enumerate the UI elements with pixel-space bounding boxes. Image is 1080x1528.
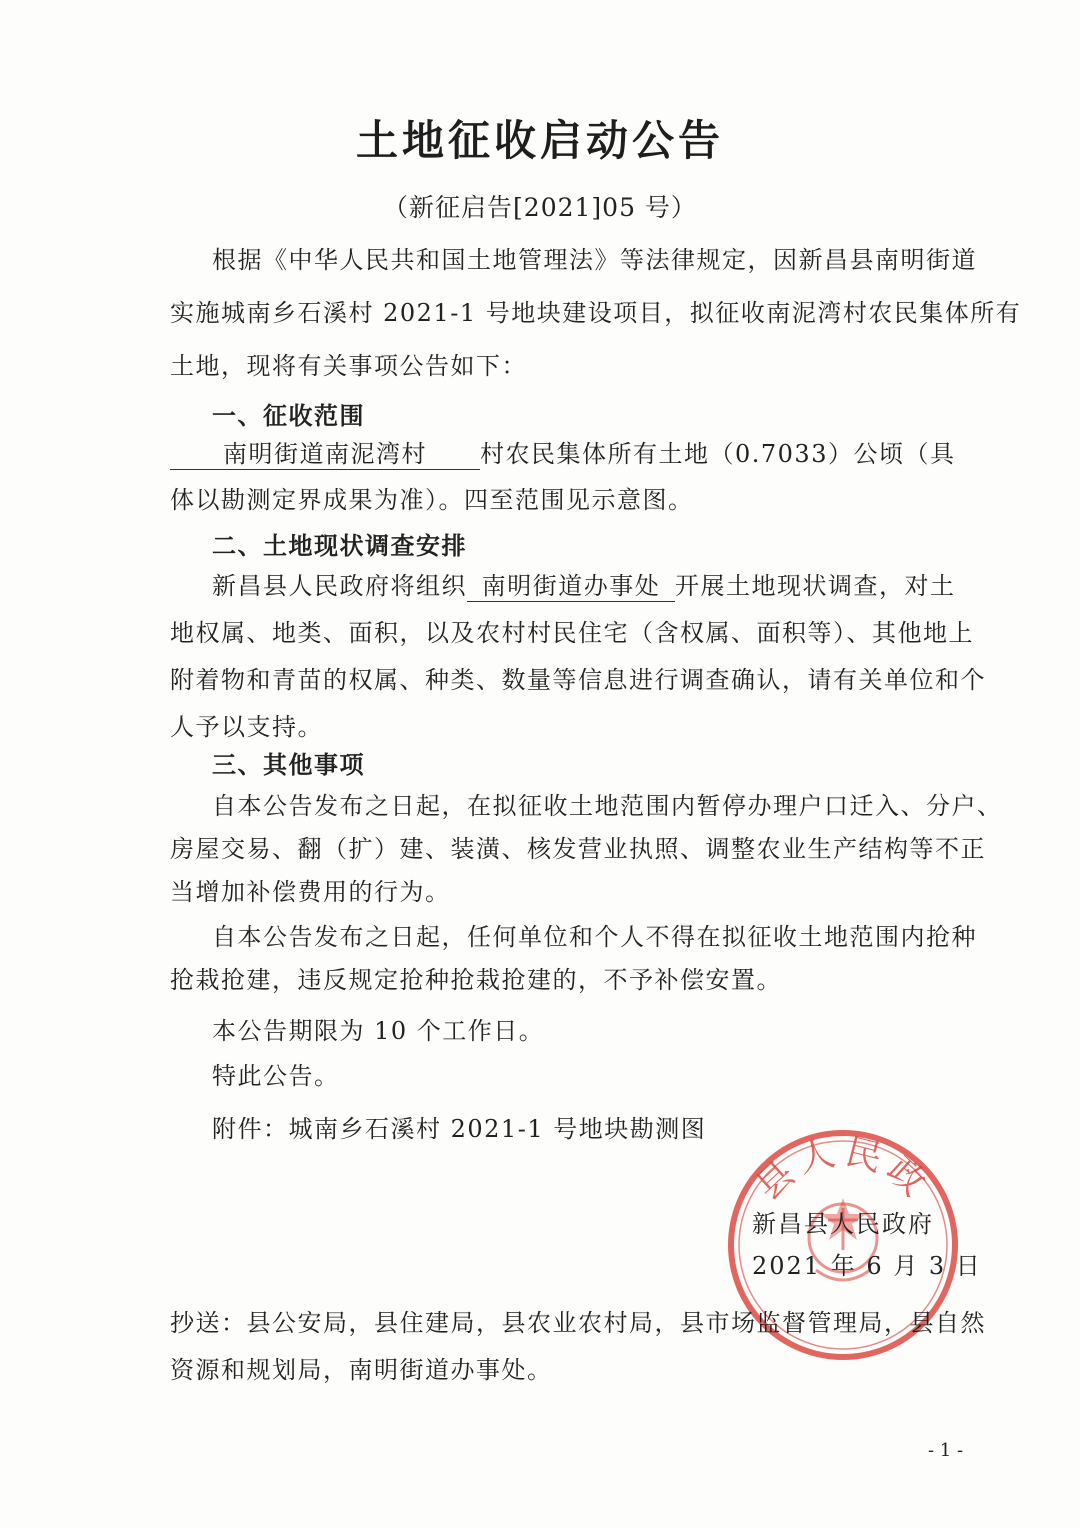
section-3-p3: 本公告期限为 10 个工作日。 xyxy=(212,1017,545,1045)
intro-line-3: 土地，现将有关事项公告如下： xyxy=(170,352,527,380)
svg-text:县人民政: 县人民政 xyxy=(748,1131,938,1209)
cc-line-1: 抄送：县公安局，县住建局，县农业农村局，县市场监督管理局，县自然 xyxy=(170,1309,986,1337)
section-1-heading: 一、征收范围 xyxy=(212,402,365,430)
attachment-line: 附件：城南乡石溪村 2021-1 号地块勘测图 xyxy=(212,1115,707,1143)
section-2-line-4: 人予以支持。 xyxy=(170,713,323,741)
document-number: （新征启告[2021]05 号） xyxy=(383,193,697,222)
section-3-p1-line-1: 自本公告发布之日起，在拟征收土地范围内暂停办理户口迁入、分户、 xyxy=(212,792,1003,820)
section-2-line-3: 附着物和青苗的权属、种类、数量等信息进行调查确认，请有关单位和个 xyxy=(170,666,986,694)
section-3-p2-line-1: 自本公告发布之日起，任何单位和个人不得在拟征收土地范围内抢种 xyxy=(212,923,977,951)
section-2-line-1-post: 开展土地现状调查，对土 xyxy=(675,572,956,600)
issue-date: 2021 年 6 月 3 日 xyxy=(752,1252,982,1280)
document-title: 土地征收启动公告 xyxy=(355,116,724,165)
section-1-line-1 xyxy=(170,434,955,470)
section-2-line-2: 地权属、地类、面积，以及农村村民住宅（含权属、面积等）、其他地上 xyxy=(170,619,974,647)
section-2-line-1 xyxy=(212,566,956,602)
issuer-name: 新昌县人民政府 xyxy=(752,1210,934,1238)
page-number: - 1 - xyxy=(928,1440,964,1461)
org-fill-field: 南明街道办事处 xyxy=(467,566,675,602)
section-2-heading: 二、土地现状调查安排 xyxy=(212,532,467,560)
cc-line-2: 资源和规划局，南明街道办事处。 xyxy=(170,1356,553,1384)
section-1-line-2: 体以勘测定界成果为准）。四至范围见示意图。 xyxy=(170,486,694,514)
section-3-heading: 三、其他事项 xyxy=(212,751,365,779)
section-3-p2-line-2: 抢栽抢建，违反规定抢种抢栽抢建的，不予补偿安置。 xyxy=(170,966,782,994)
section-1-line-1-rest: 村农民集体所有土地（0.7033）公顷（具 xyxy=(480,440,956,468)
section-3-p4: 特此公告。 xyxy=(212,1062,340,1090)
village-fill-field: 南明街道南泥湾村 xyxy=(170,434,480,470)
section-3-p1-line-2: 房屋交易、翻（扩）建、装潢、核发营业执照、调整农业生产结构等不正 xyxy=(170,835,986,863)
intro-line-2: 实施城南乡石溪村 2021-1 号地块建设项目，拟征收南泥湾村农民集体所有 xyxy=(170,299,1022,327)
intro-line-1: 根据《中华人民共和国土地管理法》等法律规定，因新昌县南明街道 xyxy=(212,246,977,274)
section-3-p1-line-3: 当增加补偿费用的行为。 xyxy=(170,878,451,906)
section-2-line-1-pre: 新昌县人民政府将组织 xyxy=(212,572,467,600)
